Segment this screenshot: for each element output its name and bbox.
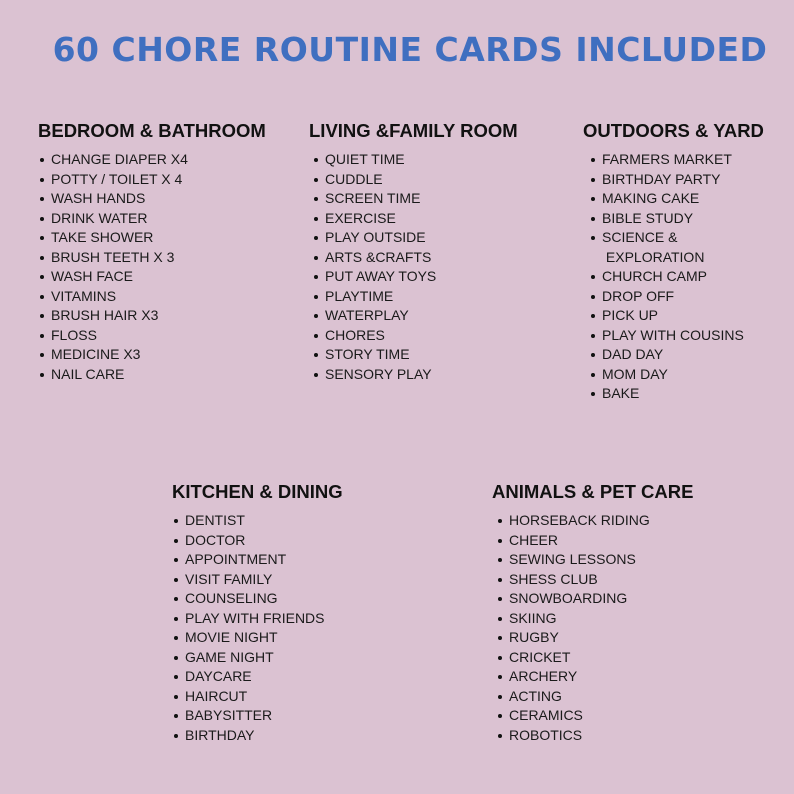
chore-item: PICK UP <box>589 306 764 326</box>
chore-item: APPOINTMENT <box>172 550 343 570</box>
chore-item: SKIING <box>496 609 693 629</box>
section-heading: BEDROOM & BATHROOM <box>38 120 266 141</box>
chore-item: SHESS CLUB <box>496 570 693 590</box>
section-heading: ANIMALS & PET CARE <box>492 481 694 502</box>
chore-item: DENTIST <box>172 511 343 531</box>
chore-item: WASH FACE <box>38 267 266 287</box>
chore-item: WASH HANDS <box>38 189 266 209</box>
chore-item: CHEER <box>496 531 693 551</box>
chore-item: BRUSH HAIR X3 <box>38 306 266 326</box>
chore-item: GAME NIGHT <box>172 648 343 668</box>
chore-item: DAYCARE <box>172 667 343 687</box>
chore-item: PLAYTIME <box>312 287 518 307</box>
chore-list <box>309 150 518 384</box>
chore-item: ROBOTICS <box>496 726 693 746</box>
chore-item: NAIL CARE <box>38 365 266 385</box>
chore-item: BRUSH TEETH X 3 <box>38 248 266 268</box>
chore-item: MEDICINE X3 <box>38 345 266 365</box>
section-outdoors-yard <box>583 120 764 404</box>
chore-item: CUDDLE <box>312 170 518 190</box>
chore-item: BIBLE STUDY <box>589 209 764 229</box>
chore-item: RUGBY <box>496 628 693 648</box>
chore-item: MOVIE NIGHT <box>172 628 343 648</box>
page-title: 60 CHORE ROUTINE CARDS INCLUDED <box>52 30 768 69</box>
section-bedroom-bathroom <box>38 120 266 384</box>
chore-item: CHORES <box>312 326 518 346</box>
chore-item: DRINK WATER <box>38 209 266 229</box>
chore-item: QUIET TIME <box>312 150 518 170</box>
chore-item: COUNSELING <box>172 589 343 609</box>
chore-item: DROP OFF <box>589 287 764 307</box>
chore-item: CHANGE DIAPER X4 <box>38 150 266 170</box>
chore-item: POTTY / TOILET X 4 <box>38 170 266 190</box>
chore-item: CHURCH CAMP <box>589 267 764 287</box>
chore-item: ACTING <box>496 687 693 707</box>
chore-item: SNOWBOARDING <box>496 589 693 609</box>
chore-item: PLAY WITH FRIENDS <box>172 609 343 629</box>
chore-item: DAD DAY <box>589 345 764 365</box>
section-kitchen-dining <box>172 481 343 745</box>
chore-item: CERAMICS <box>496 706 693 726</box>
chore-item: SCREEN TIME <box>312 189 518 209</box>
section-living-family-room <box>309 120 518 384</box>
chore-item: MOM DAY <box>589 365 764 385</box>
chore-item: STORY TIME <box>312 345 518 365</box>
chore-item: MAKING CAKE <box>589 189 764 209</box>
chore-item: DOCTOR <box>172 531 343 551</box>
chore-item: ARCHERY <box>496 667 693 687</box>
chore-item: WATERPLAY <box>312 306 518 326</box>
section-animals-pet-care <box>492 481 693 745</box>
chore-item: EXERCISE <box>312 209 518 229</box>
chore-list <box>583 150 764 404</box>
chore-item: ARTS &CRAFTS <box>312 248 518 268</box>
chore-list <box>492 511 693 745</box>
section-heading: KITCHEN & DINING <box>172 481 343 502</box>
chore-item: FLOSS <box>38 326 266 346</box>
chore-item: SEWING LESSONS <box>496 550 693 570</box>
chore-item: BIRTHDAY <box>172 726 343 746</box>
chore-item: PLAY WITH COUSINS <box>589 326 764 346</box>
chore-list <box>38 150 266 384</box>
chore-item: PUT AWAY TOYS <box>312 267 518 287</box>
chore-item: FARMERS MARKET <box>589 150 764 170</box>
chore-list <box>172 511 343 745</box>
chore-item: BABYSITTER <box>172 706 343 726</box>
chore-item: BAKE <box>589 384 764 404</box>
chore-item: BIRTHDAY PARTY <box>589 170 764 190</box>
section-heading: LIVING &FAMILY ROOM <box>309 120 518 141</box>
section-heading: OUTDOORS & YARD <box>583 120 764 141</box>
chore-item: SCIENCE & EXPLORATION <box>589 228 764 267</box>
chore-item: CRICKET <box>496 648 693 668</box>
chore-item: PLAY OUTSIDE <box>312 228 518 248</box>
chore-item: VISIT FAMILY <box>172 570 343 590</box>
chore-item: HAIRCUT <box>172 687 343 707</box>
chore-item: SENSORY PLAY <box>312 365 518 385</box>
chore-item: VITAMINS <box>38 287 266 307</box>
chore-item: HORSEBACK RIDING <box>496 511 693 531</box>
chore-item: TAKE SHOWER <box>38 228 266 248</box>
